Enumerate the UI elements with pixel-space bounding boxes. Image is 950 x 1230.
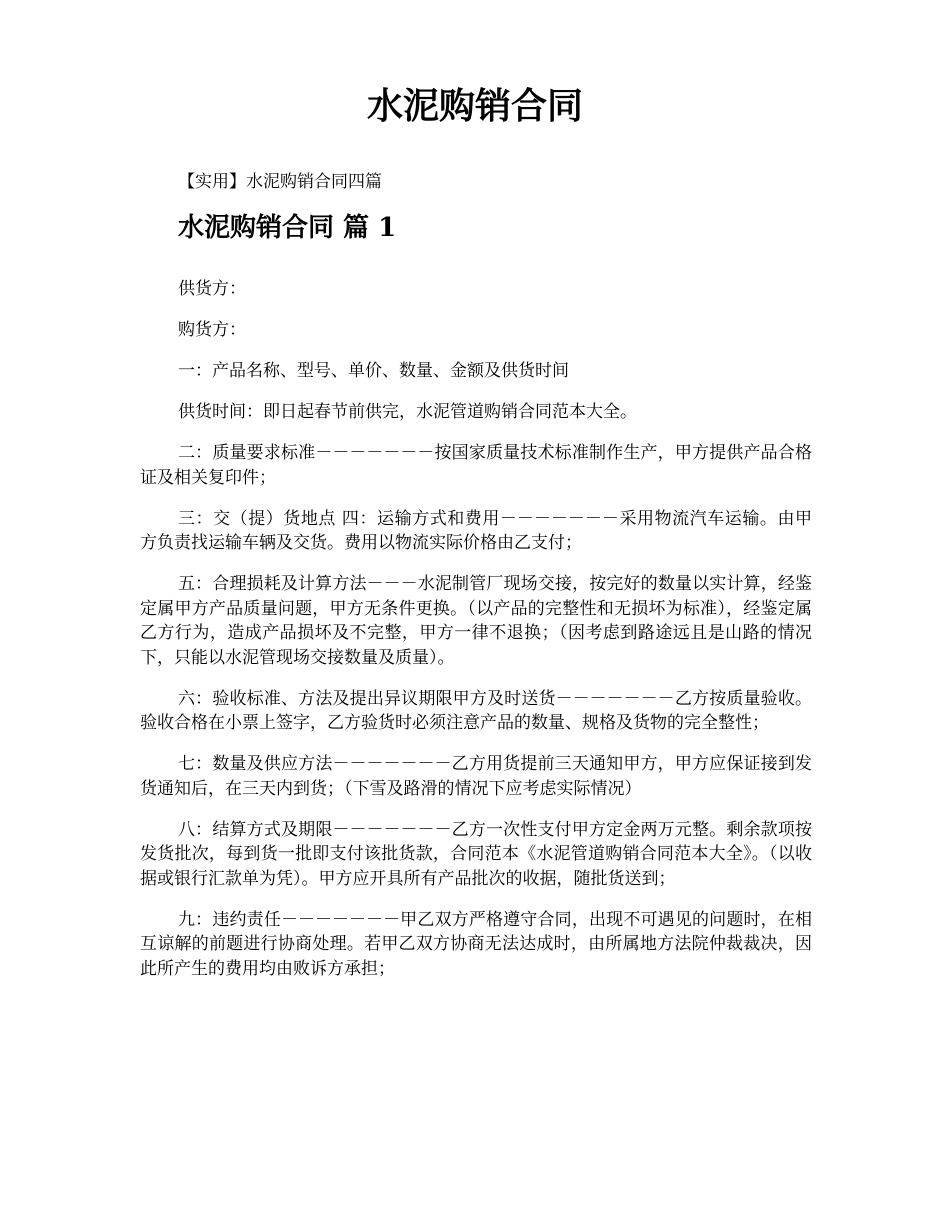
paragraph-clause-2: 二：质量要求标准－－－－－－－按国家质量技术标准制作生产，甲方提供产品合格证及相关复印件； (140, 443, 812, 488)
paragraph-clause-3-4: 三：交（提）货地点 四：运输方式和费用－－－－－－－采用物流汽车运输。由甲方负责找运输车辆及交货。费用以物流实际价格由乙支付； (140, 508, 812, 553)
paragraph-delivery-time: 供货时间：即日起春节前供完，水泥管道购销合同范本大全。 (178, 402, 637, 422)
section-heading: 水泥购销合同 篇 1 (178, 213, 397, 243)
document-body (140, 277, 812, 998)
paragraph-clause-6: 六：验收标准、方法及提出异议期限甲方及时送货－－－－－－－乙方按质量验收。验收合格在小票上签字，乙方验货时必须注意产品的数量、规格及货物的完全整性； (140, 688, 812, 733)
document-subtitle: 【实用】水泥购销合同四篇 (178, 172, 382, 192)
paragraph-clause-1: 一：产品名称、型号、单价、数量、金额及供货时间 (178, 361, 569, 381)
paragraph-purchaser: 购货方： (178, 320, 246, 340)
paragraph-supplier: 供货方： (178, 279, 246, 299)
paragraph-clause-5: 五：合理损耗及计算方法－－－水泥制管厂现场交接，按完好的数量以实计算，经鉴定属甲方产品质量问题，甲方无条件更换。（以产品的完整性和无损坏为标准），经鉴定属乙方行为，造成产品损坏及不完整，甲方一律不退换；（因考虑到路途远且是山路的情况下，只能以水泥管现场交接数量及质量）。 (140, 574, 812, 668)
document-title: 水泥购销合同 (366, 85, 583, 127)
paragraph-clause-8: 八：结算方式及期限－－－－－－－乙方一次性支付甲方定金两万元整。剩余款项按发货批次，每到货一批即支付该批货款，合同范本《水泥管道购销合同范本大全》。（以收据或银行汇款单为凭）。甲方应开具所有产品批次的收据，随批货送到； (140, 819, 812, 889)
paragraph-clause-9: 九：违约责任－－－－－－－甲乙双方严格遵守合同，出现不可遇见的问题时，在相互谅解的前题进行协商处理。若甲乙双方协商无法达成时，由所属地方法院仲裁裁决，因此所产生的费用均由败诉方承担； (140, 909, 812, 979)
paragraph-clause-7: 七：数量及供应方法－－－－－－－乙方用货提前三天通知甲方，甲方应保证接到发货通知后，在三天内到货；（下雪及路滑的情况下应考虑实际情况） (140, 754, 812, 799)
